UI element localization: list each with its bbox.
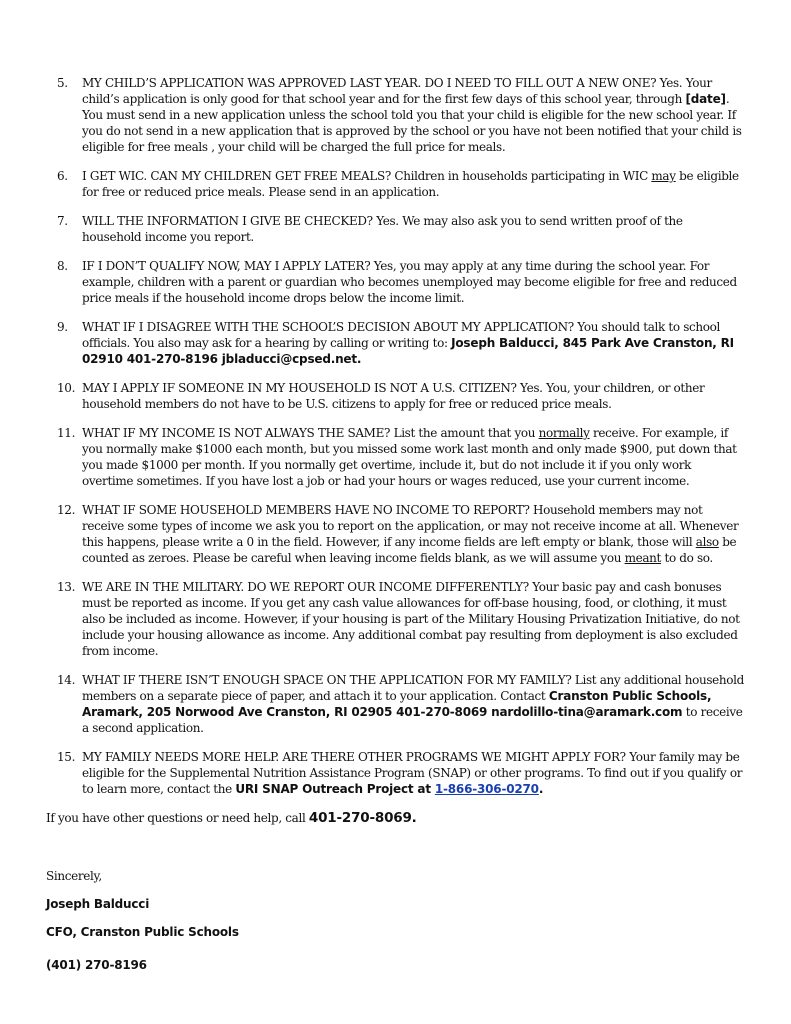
underlined-text: normally: [538, 426, 590, 440]
faq-item-text: [82, 168, 744, 200]
text-run: IF I DON’T QUALIFY NOW, MAY I APPLY LATER? Yes, you may apply at any time during the school year. For example, children with a parent or guardian who becomes unemployed may become eligible for free and reduced price meals if the household income drops below the income limit.: [82, 259, 737, 305]
bold-text: [date]: [685, 92, 726, 106]
faq-item-text: [82, 502, 744, 566]
signer-name: Joseph Balducci: [46, 897, 150, 911]
faq-item-text: [82, 213, 744, 245]
faq-item-text: [82, 319, 744, 367]
faq-item: [0, 213, 791, 245]
help-line: [46, 810, 417, 826]
faq-item: [0, 749, 791, 797]
signer-title: CFO, Cranston Public Schools: [46, 925, 239, 939]
text-run: MAY I APPLY IF SOMEONE IN MY HOUSEHOLD IS NOT A U.S. CITIZEN? Yes. You, your children, or other household members do not have to be U.S. citizens to apply for free or reduced price meals.: [82, 381, 705, 411]
faq-item-text: [82, 425, 744, 489]
text-run: be eligible for free or reduced price meals. Please send in an application.: [82, 169, 739, 199]
faq-item-text: [82, 579, 744, 659]
text-run: be counted as zeroes. Please be careful when leaving income fields blank, as we will assume you: [82, 535, 737, 565]
faq-item-number: 5.: [57, 76, 68, 90]
faq-item: [0, 168, 791, 200]
faq-item-number: 11.: [57, 426, 76, 440]
faq-item-text: [82, 75, 744, 155]
text-run: WHAT IF I DISAGREE WITH THE SCHOOL’S DECISION ABOUT MY APPLICATION? You should talk to school officials. You also may ask for a hearing by calling or writing to:: [82, 320, 721, 350]
underlined-text: meant: [624, 551, 662, 565]
text-run: to receive a second application.: [82, 705, 743, 735]
underlined-text: may: [651, 169, 676, 183]
text-run: to do so.: [661, 551, 713, 565]
underlined-text: also: [695, 535, 719, 549]
text-run: receive. For example, if you normally make $1000 each month, but you missed some work last month and only made $900, put down that you made $1000 per month. If you normally get overtime, include it, but do not include it if you only work overtime sometimes. If you have lost a job or had your hours or wages reduced, use your current income.: [82, 426, 737, 488]
text-run: MY CHILD’S APPLICATION WAS APPROVED LAST YEAR. DO I NEED TO FILL OUT A NEW ONE? Yes. Your child’s application is only good for that school year and for the first few days of this school year, through: [82, 76, 712, 106]
text-run: . You must send in a new application unless the school told you that your child is eligible for the new school year. If you do not send in a new application that is approved by the school or you have not been notified that your child is eligible for free meals , your child will be charged the full price for meals.: [82, 92, 742, 154]
bold-text: URI SNAP Outreach Project at: [235, 782, 435, 796]
text-run: WHAT IF SOME HOUSEHOLD MEMBERS HAVE NO INCOME TO REPORT? Household members may not receive some types of income we ask you to report on the application, or may not receive income at all. Whenever this happens, please write a 0 in the field. However, if any income fields are left empty or blank, those will: [82, 503, 739, 549]
faq-item: [0, 425, 791, 489]
snap-phone-link[interactable]: 1-866-306-0270: [434, 782, 539, 796]
bold-text: Joseph Balducci, 845 Park Ave Cranston, RI 02910 401-270-8196 jbladucci@cpsed.net.: [82, 336, 734, 366]
closing-salutation: Sincerely,: [46, 869, 102, 883]
faq-list: [0, 75, 791, 810]
faq-item: [0, 380, 791, 412]
faq-item-number: 7.: [57, 214, 68, 228]
faq-item-number: 9.: [57, 320, 68, 334]
bold-text: Cranston Public Schools, Aramark, 205 Norwood Ave Cranston, RI 02905 401-270-8069 nardolillo-tina@aramark.com: [82, 689, 712, 719]
text-run: I GET WIC. CAN MY CHILDREN GET FREE MEALS? Children in households participating in WIC: [82, 169, 652, 183]
faq-item-number: 15.: [57, 750, 76, 764]
bold-text: .: [538, 782, 544, 796]
faq-item-number: 8.: [57, 259, 68, 273]
faq-item: [0, 502, 791, 566]
faq-item: [0, 75, 791, 155]
text-run: WILL THE INFORMATION I GIVE BE CHECKED? Yes. We may also ask you to send written proof of the household income you report.: [82, 214, 683, 244]
faq-item-number: 13.: [57, 580, 76, 594]
faq-item-text: [82, 258, 744, 306]
faq-item-text: [82, 380, 744, 412]
faq-item-number: 6.: [57, 169, 68, 183]
faq-item-number: 14.: [57, 673, 76, 687]
faq-item-text: [82, 749, 744, 797]
faq-item: [0, 258, 791, 306]
text-run: WHAT IF THERE ISN’T ENOUGH SPACE ON THE APPLICATION FOR MY FAMILY? List any additional household members on a separate piece of paper, and attach it to your application. Contact: [82, 673, 744, 703]
help-text: If you have other questions or need help, call: [46, 811, 309, 825]
text-run: WHAT IF MY INCOME IS NOT ALWAYS THE SAME? List the amount that you: [82, 426, 539, 440]
signer-phone: (401) 270-8196: [46, 958, 147, 972]
faq-item: [0, 319, 791, 367]
faq-item: [0, 579, 791, 659]
faq-item-number: 12.: [57, 503, 76, 517]
help-phone: 401-270-8069.: [308, 810, 417, 826]
text-run: MY FAMILY NEEDS MORE HELP. ARE THERE OTHER PROGRAMS WE MIGHT APPLY FOR? Your family may be eligible for the Supplemental Nutrition Assistance Program (SNAP) or other programs. To find out if you qualify or to learn more, contact the: [82, 750, 743, 796]
faq-item-number: 10.: [57, 381, 76, 395]
faq-item: [0, 672, 791, 736]
faq-item-text: [82, 672, 744, 736]
text-run: WE ARE IN THE MILITARY. DO WE REPORT OUR INCOME DIFFERENTLY? Your basic pay and cash bonuses must be reported as income. If you get any cash value allowances for off-base housing, food, or clothing, it must also be included as income. However, if your housing is part of the Military Housing Privatization Initiative, do not include your housing allowance as income. Any additional combat pay resulting from deployment is also excluded from income.: [82, 580, 740, 658]
